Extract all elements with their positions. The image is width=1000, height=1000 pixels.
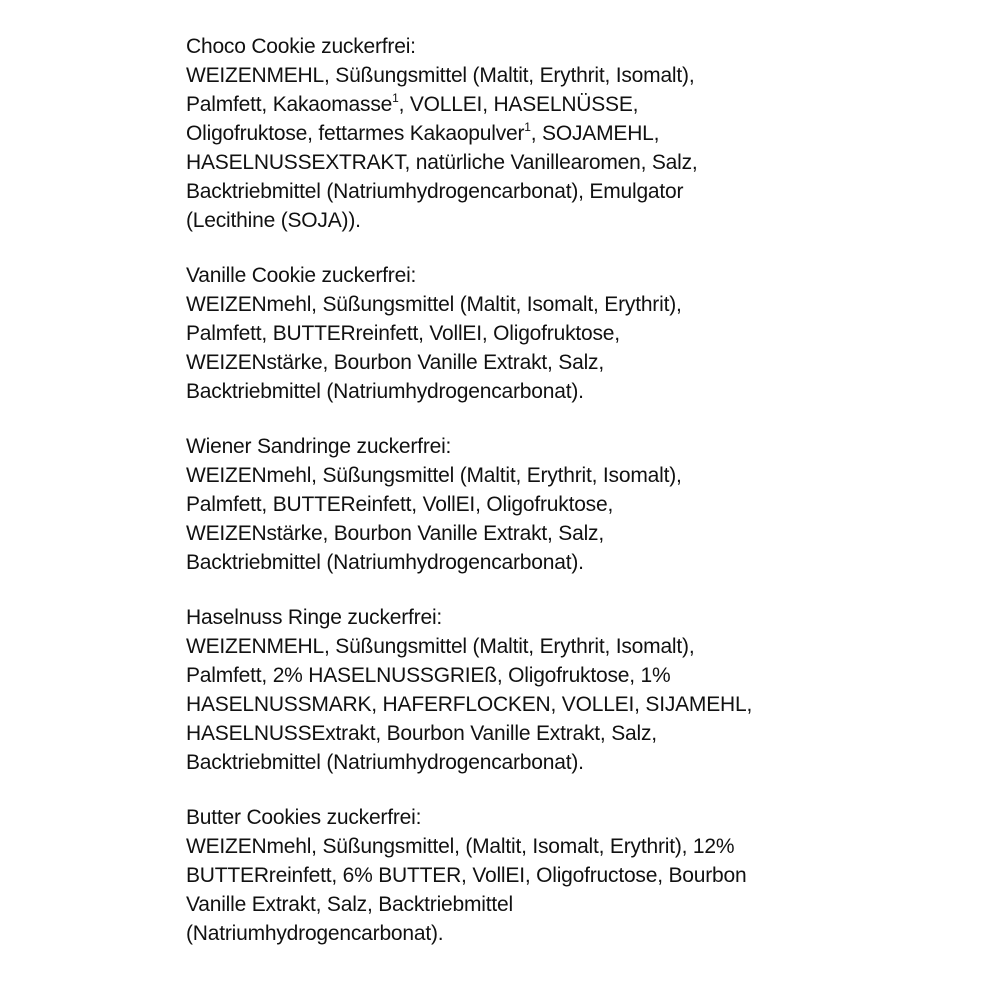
ingredient-line: HASELNUSSEXTRAKT, natürliche Vanillearomen, Salz, <box>186 151 698 174</box>
ingredient-line: Vanille Extrakt, Salz, Backtriebmittel <box>186 893 513 916</box>
ingredient-line: Palmfett, 2% HASELNUSSGRIEß, Oligofruktose, 1% <box>186 664 671 687</box>
ingredient-line: Backtriebmittel (Natriumhydrogencarbonat). <box>186 751 584 774</box>
section-title: Butter Cookies zuckerfrei: <box>186 806 422 829</box>
footnote-marker: 1 <box>392 91 399 105</box>
ingredient-line: (Natriumhydrogencarbonat). <box>186 922 444 945</box>
ingredient-line: WEIZENMEHL, Süßungsmittel (Maltit, Erythrit, Isomalt), <box>186 64 695 87</box>
ingredient-line: WEIZENstärke, Bourbon Vanille Extrakt, Salz, <box>186 351 604 374</box>
ingredient-line: WEIZENmehl, Süßungsmittel (Maltit, Erythrit, Isomalt), <box>186 464 682 487</box>
section-title: Wiener Sandringe zuckerfrei: <box>186 435 452 458</box>
ingredient-line: HASELNUSSMARK, HAFERFLOCKEN, VOLLEI, SIJAMEHL, <box>186 693 753 716</box>
ingredient-text: Palmfett, Kakaomasse <box>186 93 393 116</box>
ingredient-section <box>186 32 886 235</box>
ingredient-line <box>186 90 886 119</box>
ingredient-line: WEIZENstärke, Bourbon Vanille Extrakt, Salz, <box>186 522 604 545</box>
ingredient-section <box>186 803 886 948</box>
ingredient-text: , VOLLEI, HASELNÜSSE, <box>398 93 639 116</box>
ingredient-line: Backtriebmittel (Natriumhydrogencarbonat). <box>186 380 584 403</box>
ingredient-line: WEIZENMEHL, Süßungsmittel (Maltit, Erythrit, Isomalt), <box>186 635 695 658</box>
ingredients-document <box>186 32 886 974</box>
ingredient-line: (Lecithine (SOJA)). <box>186 209 361 232</box>
ingredient-section <box>186 603 886 777</box>
ingredient-section <box>186 261 886 406</box>
ingredient-line: Palmfett, BUTTEReinfett, VollEI, Oligofruktose, <box>186 493 614 516</box>
ingredient-text: Oligofruktose, fettarmes Kakaopulver <box>186 122 525 145</box>
section-title: Vanille Cookie zuckerfrei: <box>186 264 417 287</box>
ingredient-line: BUTTERreinfett, 6% BUTTER, VollEI, Oligofructose, Bourbon <box>186 864 747 887</box>
ingredient-section <box>186 432 886 577</box>
ingredient-line: Backtriebmittel (Natriumhydrogencarbonat). <box>186 551 584 574</box>
ingredient-line: HASELNUSSExtrakt, Bourbon Vanille Extrakt, Salz, <box>186 722 657 745</box>
ingredient-line: WEIZENmehl, Süßungsmittel (Maltit, Isomalt, Erythrit), <box>186 293 682 316</box>
ingredient-line <box>186 119 886 148</box>
ingredient-line: Backtriebmittel (Natriumhydrogencarbonat), Emulgator <box>186 180 684 203</box>
ingredient-line: WEIZENmehl, Süßungsmittel, (Maltit, Isomalt, Erythrit), 12% <box>186 835 735 858</box>
footnote-marker: 1 <box>524 120 531 134</box>
section-title: Haselnuss Ringe zuckerfrei: <box>186 606 443 629</box>
section-title: Choco Cookie zuckerfrei: <box>186 35 416 58</box>
ingredient-text: , SOJAMEHL, <box>530 122 660 145</box>
ingredient-line: Palmfett, BUTTERreinfett, VollEI, Oligofruktose, <box>186 322 620 345</box>
